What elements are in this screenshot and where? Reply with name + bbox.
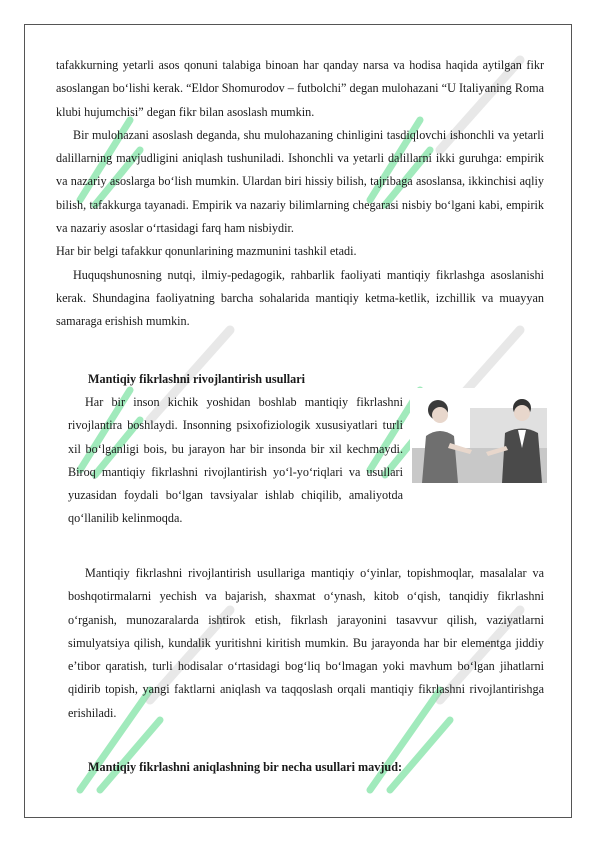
paragraph-2: Bir mulohazani asoslash deganda, shu mulohazaning chinligini tasdiqlovchi ishonchli va yetarli dalillarning mavjudligini aniqlash tushuniladi. Ishonchli va yetarli dalillarni ikki guruhga: empirik va nazariy asoslarga bo‘lish mumkin. Ulardan biri hissiy bilish, tajribaga asoslansa, ikkinchisi aqliy bilish, tafakkurga tayanadi. Empirik va nazariy bilimlarning chegarasi nisbiy bo‘lgani kabi, empirik va nazariy asoslar o‘rtasidagi farq ham nisbiydir. [56,127,544,236]
body-text [56,54,544,334]
subsection-heading: Mantiqiy fikrlashni aniqlashning bir necha usullari mavjud: [88,760,403,774]
section-heading: Mantiqiy fikrlashni rivojlantirish usullari [88,372,306,386]
paragraph-1: tafakkurning yetarli asos qonuni talabiga binoan har qanday narsa va hodisa haqida aytilgan fikr asoslangan bo‘lishi kerak. “Eldor Shomurodov – futbolchi” degan mulohazani “U Italiyaning Roma klubi hujumchisi” degan fikr bilan asoslash mumkin. [56,58,544,119]
methods-paragraph: Mantiqiy fikrlashni rivojlantirish usullariga mantiqiy o‘yinlar, topishmoqlar, masalalar va boshqotirmalarni yechish va bajarish, shaxmat o‘ynash, kitob o‘qish, tanqidiy fikrlashni o‘rganish, munozaralarda ishtirok etish, fikrlash jarayonini tasavvur qilish, vaziyatlarni simulyatsiya qilish, kundalik yuritishni kiritish mumkin. Bu jarayonda har bir elementga jiddiy e’tibor qaratish, turli hodisalar o‘rtasidagi bog‘liq bo‘lmagan yoki mavhum bo‘lgan jihatlarni qidirib topish, yangi faktlarni aniqlash va taqqoslash orqali mantiqiy fikrlashni rivojlantirishga erishiladi. [68,566,544,720]
wrapped-paragraph: Har bir inson kichik yoshidan boshlab mantiqiy fikrlashni rivojlantira boshlaydi. Insonning psixofiziologik xususiyatlari turli xil bo‘lganligi bois, bu jarayon har bir insonda bir xil kechmaydi. Biroq mantiqiy fikrlashni rivojlantirish yo‘l-yo‘riqlari va usullari yuzasidan foydali bo‘lgan tavsiyalar ishlab chiqilib, amaliyotda qo‘llanilib kelinmoqda. [68,395,403,526]
paragraph-3: Har bir belgi tafakkur qonunlarining mazmunini tashkil etadi. [56,244,357,259]
paragraph-4: Huquqshunosning nutqi, ilmiy-pedagogik, rahbarlik faoliyati mantiqiy fikrlashga asoslanishi kerak. Shundagina faoliyatning barcha sohalarida mantiqiy ketma-ketlik, izchillik va muayyan samaraga erishish mumkin. [56,267,544,329]
two-people-talking-illustration [410,388,547,483]
